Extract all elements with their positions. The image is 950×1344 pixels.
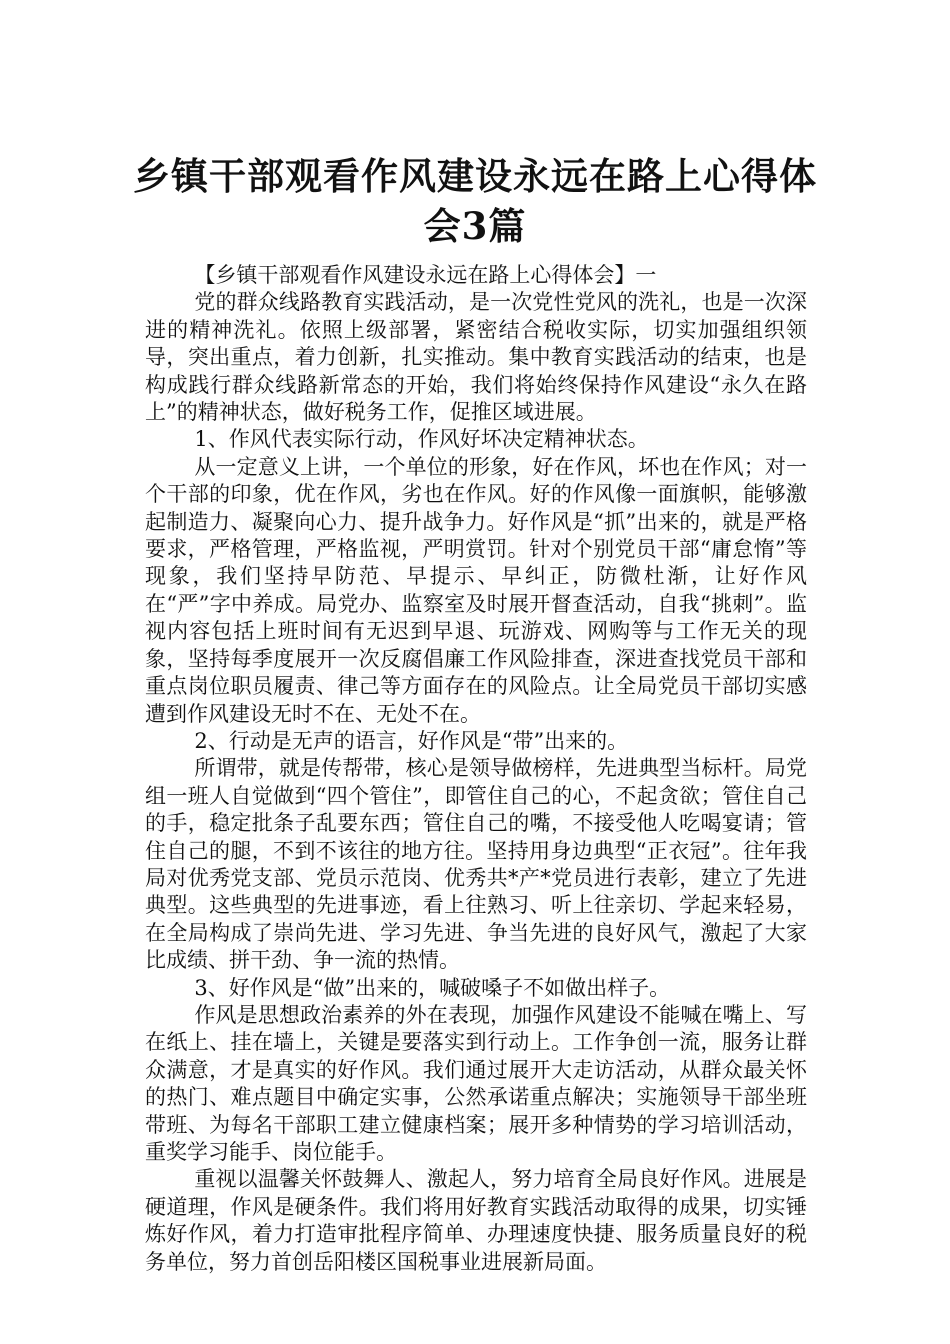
subheading-3: 3、好作风是“做”出来的，喊破嗓子不如做出样子。	[194, 975, 671, 1000]
body-paragraph: 所谓带，就是传帮带，核心是领导做榜样，先进典型当标杆。局党组一班人自觉做到“四个管住”，即管住自己的心，不起贪欲；管住自己的手，稳定批条子乱要东西；管住自己的嘴，不接受他人吃喝宴请；管住自己的腿，不到不该往的地方往。坚持用身边典型“正衣冠”。往年我局对优秀党支部、党员示范岗、优秀共*产*党员进行表彰，建立了先进典型。这些典型的先进事迹，看上往熟习、听上往亲切、学起来轻易，在全局构成了崇尚先进、学习先进、争当先进的良好风气，激起了大家比成绩、拼干劲、争一流的热情。	[145, 756, 807, 973]
document-title: 乡镇干部观看作风建设永远在路上心得体会3篇	[133, 153, 817, 248]
body-paragraph: 从一定意义上讲，一个单位的形象，好在作风，坏也在作风；对一个干部的印象，优在作风，劣也在作风。好的作风像一面旗帜，能够激起制造力、凝聚向心力、提升战争力。好作风是“抓”出来的，就是严格要求，严格管理，严格监视，严明赏罚。针对个别党员干部“庸怠惰”等现象，我们坚持早防范、早提示、早纠正，防微杜渐，让好作风在“严”字中养成。局党办、监察室及时展开督查活动，自我“挑刺”。监视内容包括上班时间有无迟到早退、玩游戏、网购等与工作无关的现象，坚持每季度展开一次反腐倡廉工作风险排查，深进查找党员干部和重点岗位职员履责、律己等方面存在的风险点。让全局党员干部切实感遭到作风建设无时不在、无处不在。	[145, 454, 807, 726]
body-paragraph: 重视以温馨关怀鼓舞人、激起人，努力培育全局良好作风。进展是硬道理，作风是硬条件。我们将用好教育实践活动取得的成果，切实锤炼好作风，着力打造审批程序简单、办理速度快捷、服务质量良好的税务单位，努力首创岳阳楼区国税事业进展新局面。	[145, 1167, 807, 1274]
subheading-1: 1、作风代表实际行动，作风好坏决定精神状态。	[194, 427, 649, 452]
body-paragraph: 作风是思想政治素养的外在表现，加强作风建设不能喊在嘴上、写在纸上、挂在墙上，关键是要落实到行动上。工作争创一流，服务让群众满意，才是真实的好作风。我们通过展开大走访活动，从群众最关怀的热门、难点题目中确定实事，公然承诺重点解决；实施领导干部坐班带班、为每名干部职工建立健康档案；展开多种情势的学习培训活动，重奖学习能手、岗位能手。	[145, 1002, 807, 1164]
body-paragraph: 党的群众线路教育实践活动，是一次党性党风的洗礼，也是一次深进的精神洗礼。依照上级部署，紧密结合税收实际，切实加强组织领导，突出重点，着力创新，扎实推动。集中教育实践活动的结束，也是构成践行群众线路新常态的开始，我们将始终保持作风建设“永久在路上”的精神状态，做好税务工作，促推区域进展。	[145, 290, 807, 425]
document-body	[145, 262, 807, 1276]
subheading-2: 2、行动是无声的语言，好作风是“带”出来的。	[194, 728, 629, 753]
section-heading: 【乡镇干部观看作风建设永远在路上心得体会】一	[194, 263, 657, 287]
